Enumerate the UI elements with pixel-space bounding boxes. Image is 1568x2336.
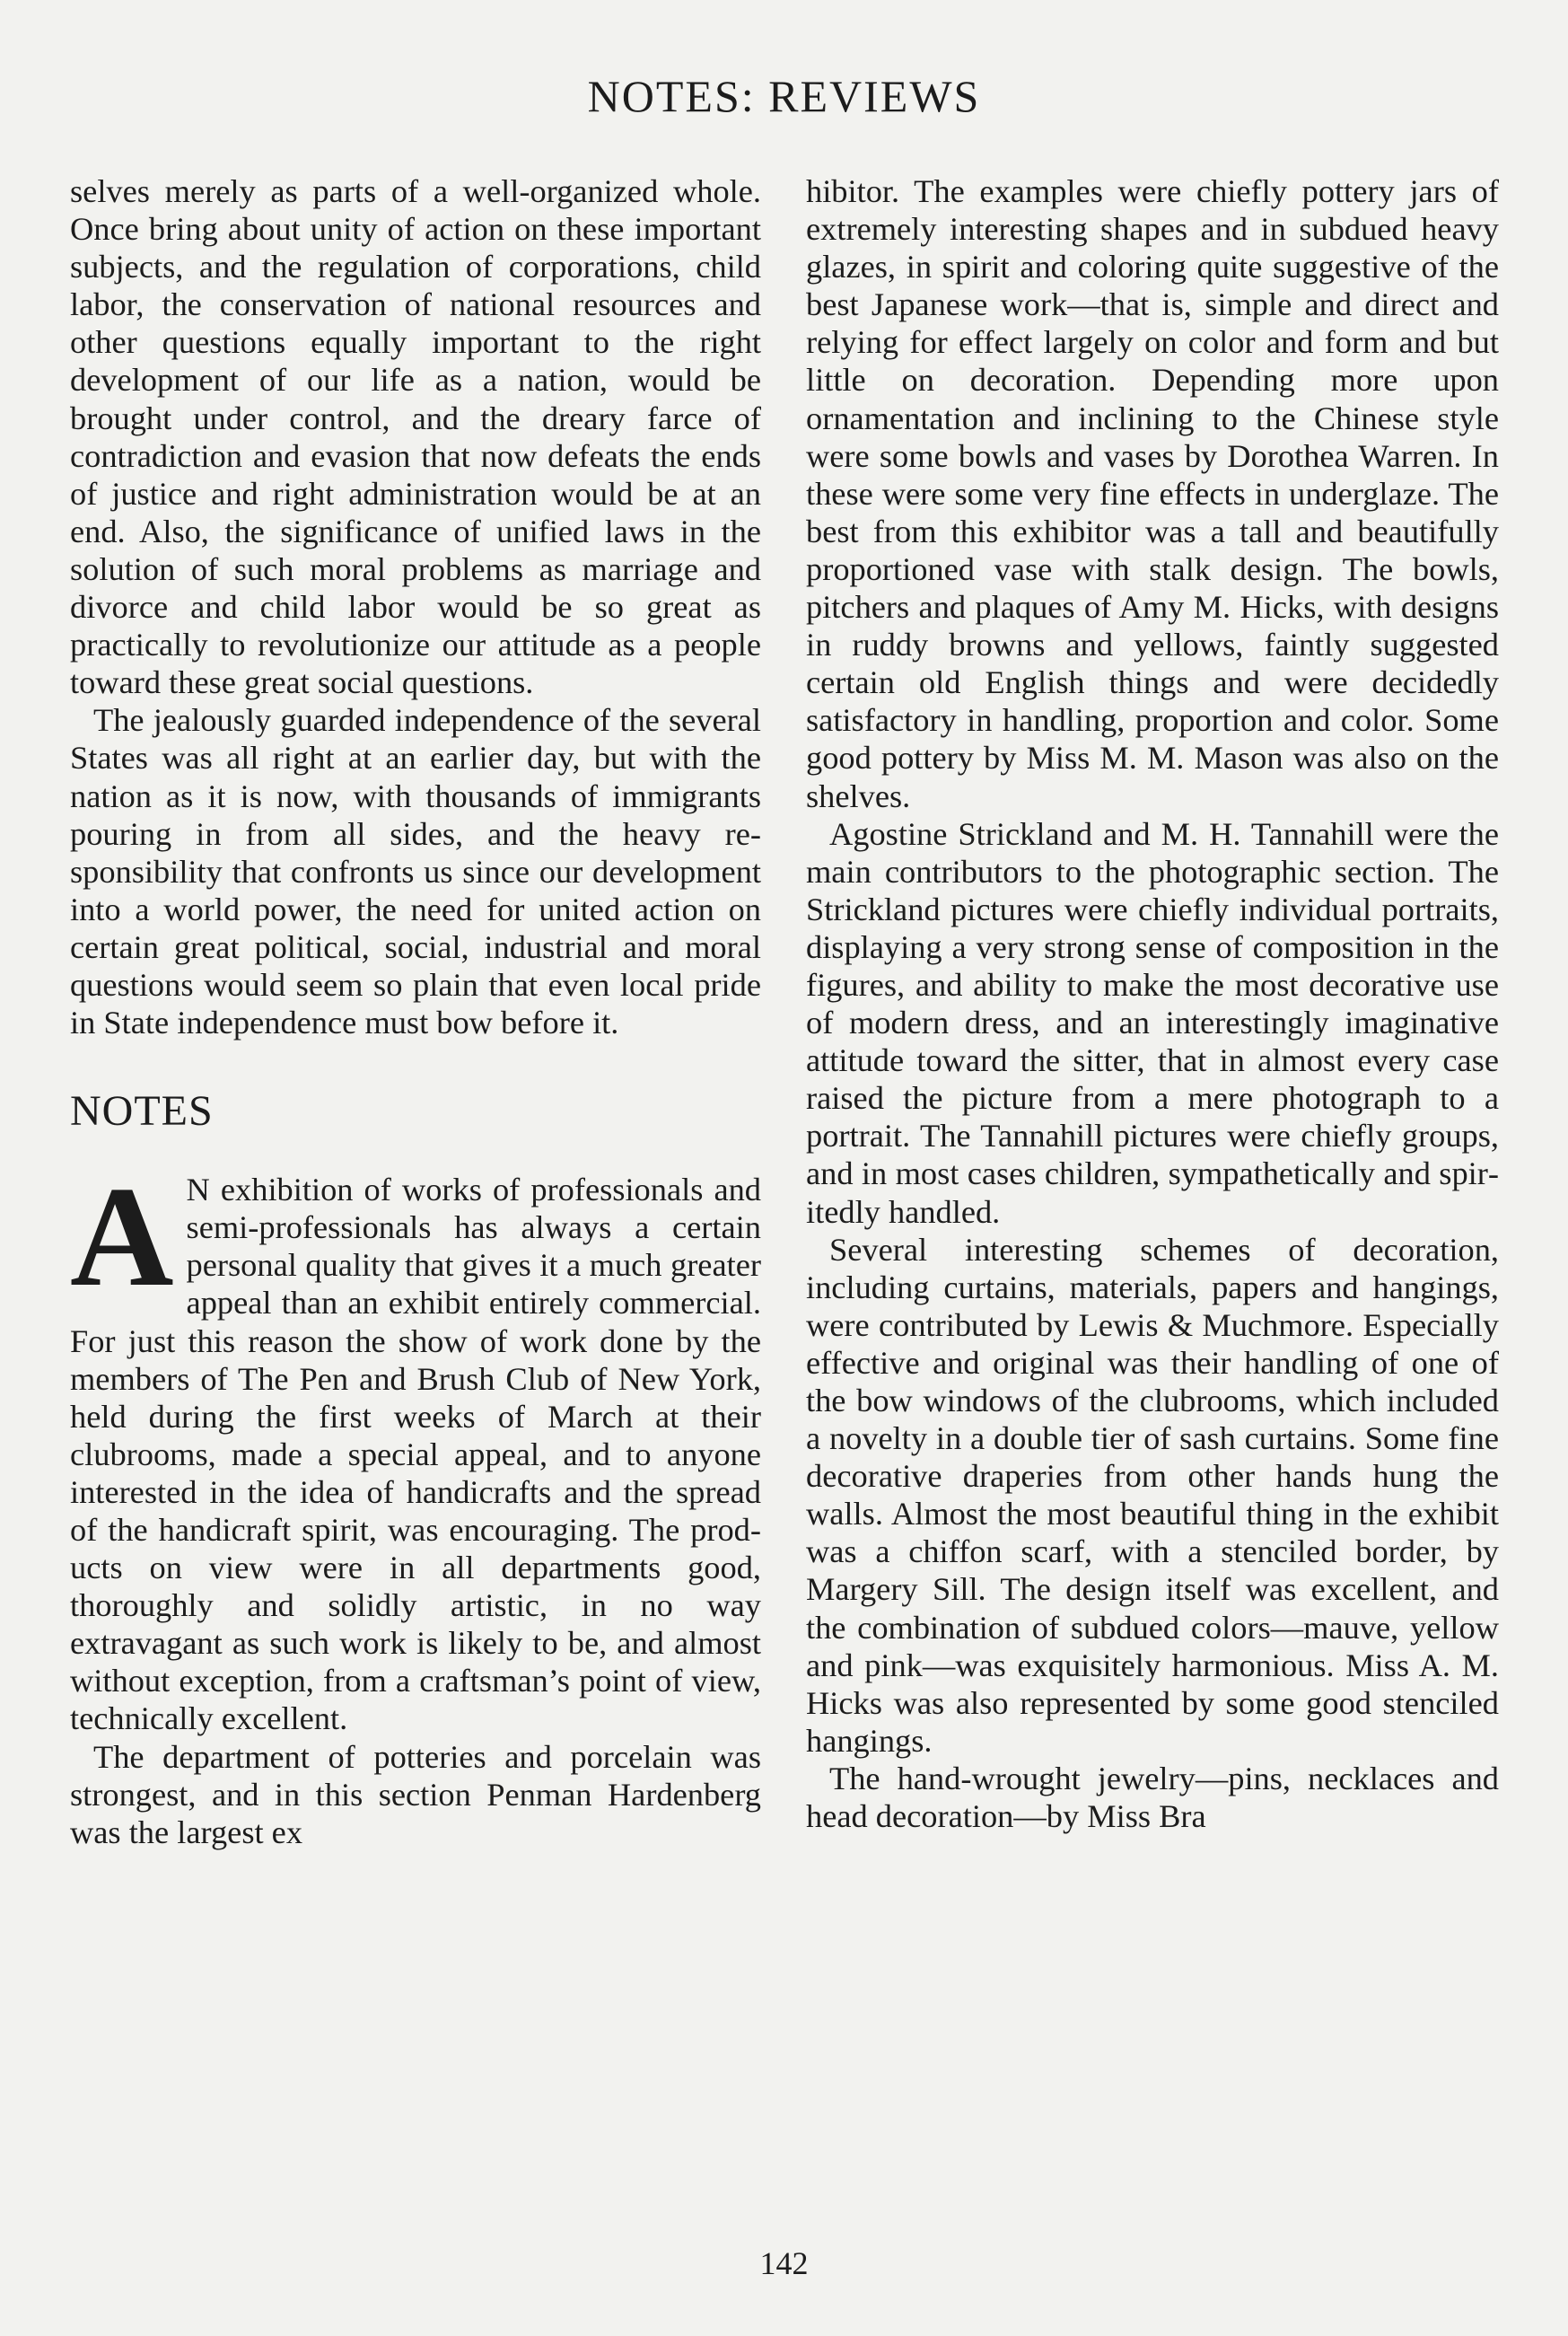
left-paragraph-4: The department of potteries and porcelain was strongest, and in this section Penman Hardenberg was the largest ex [70,1738,761,1850]
left-paragraph-3 [70,1156,761,1737]
right-paragraph-3: Several interesting schemes of decoration, including curtains, materials, papers and hangings, were contributed by Lewis & Muchmore. Especially effective and original was their handling of one of the bow windows of the clubrooms, which included a novelty in a double tier of sash curtains. Some fine decorative draperies from other hands hung the walls. Almost the most beautiful thing in the exhibit was a chiffon scarf, with a stenciled border, by Margery Sill. The design itself was excellent, and the combination of subdued colors—mauve, yellow and pink—was exquisitely harmonious. Miss A. M. Hicks was also represented by some good stenciled hangings. [806,1231,1499,1759]
left-paragraph-1: selves merely as parts of a well-organized whole. Once bring about unity of action on these important subjects, and the regulation of corporations, child labor, the conservation of national resources and other questions equally important to the right development of our life as a nation, would be brought under control, and the dreary farce of contradiction and evasion that now defeats the ends of justice and right administration would be at an end. Also, the significance of unified laws in the solution of such moral problems as marriage and divorce and child labor would be so great as practically to revolutionize our attitude as a people toward these great social questions. [70,173,761,701]
page-number: 142 [759,2245,809,2281]
drop-cap: A [70,1156,174,1317]
right-column [806,172,1499,1835]
left-column [70,172,761,1851]
left-paragraph-2: The jealously guarded independence of the several States was all right at an earlier day, but with the nation as it is now, with thousands of immigrants pouring in from all sides, and the heavy responsibility that confronts us since our development into a world power, the need for united action on certain great political, social, industrial and moral questions would seem so plain that even local pride in State independence must bow before it. [70,702,761,1041]
left-paragraph-3-text: N exhibition of works of professionals and semi-professionals has always a certain personal quality that gives it a much greater appeal than an exhibit entirely commercial. For just this reason the show of work done by the members of The Pen and Brush Club of New York, held during the first weeks of March at their clubrooms, made a special appeal, and to anyone interested in the idea of handicrafts and the spread of the handicraft spirit, was encouraging. The products on view were in all departments good, thoroughly and solidly artistic, in no way extravagant as such work is likely to be, and almost without exception, from a craftsman’s point of view, technically excellent. [70,1172,761,1737]
notes-heading: NOTES [70,1087,214,1136]
right-paragraph-4: The hand-wrought jewelry—pins, necklaces and head decoration—by Miss Bra [806,1760,1499,1835]
right-paragraph-1: hibitor. The examples were chiefly pottery jars of extremely interesting shapes and in subdued heavy glazes, in spirit and coloring quite suggestive of the best Japanese work—that is, simple and direct and relying for effect largely on color and form and but little on decoration. Depending more upon ornamentation and inclining to the Chinese style were some bowls and vases by Dorothea Warren. In these were some very fine effects in underglaze. The best from this exhibitor was a tall and beautifully proportioned vase with stalk design. The bowls, pitchers and plaques of Amy M. Hicks, with designs in ruddy browns and yellows, faintly suggested certain old English things and were decidedly satisfactory in handling, proportion and color. Some good pottery by Miss M. M. Mason was also on the shelves. [806,173,1499,814]
right-paragraph-2: Agostine Strickland and M. H. Tannahill were the main contributors to the photographic section. The Strickland pictures were chiefly individual portraits, displaying a very strong sense of composition in the figures, and ability to make the most decorative use of modern dress, and an interestingly imaginative attitude toward the sitter, that in almost every case raised the picture from a mere photograph to a portrait. The Tannahill pictures were chiefly groups, and in most cases children, sympathetically and spiritedly handled. [806,815,1499,1230]
running-title: NOTES: REVIEWS [587,71,981,121]
